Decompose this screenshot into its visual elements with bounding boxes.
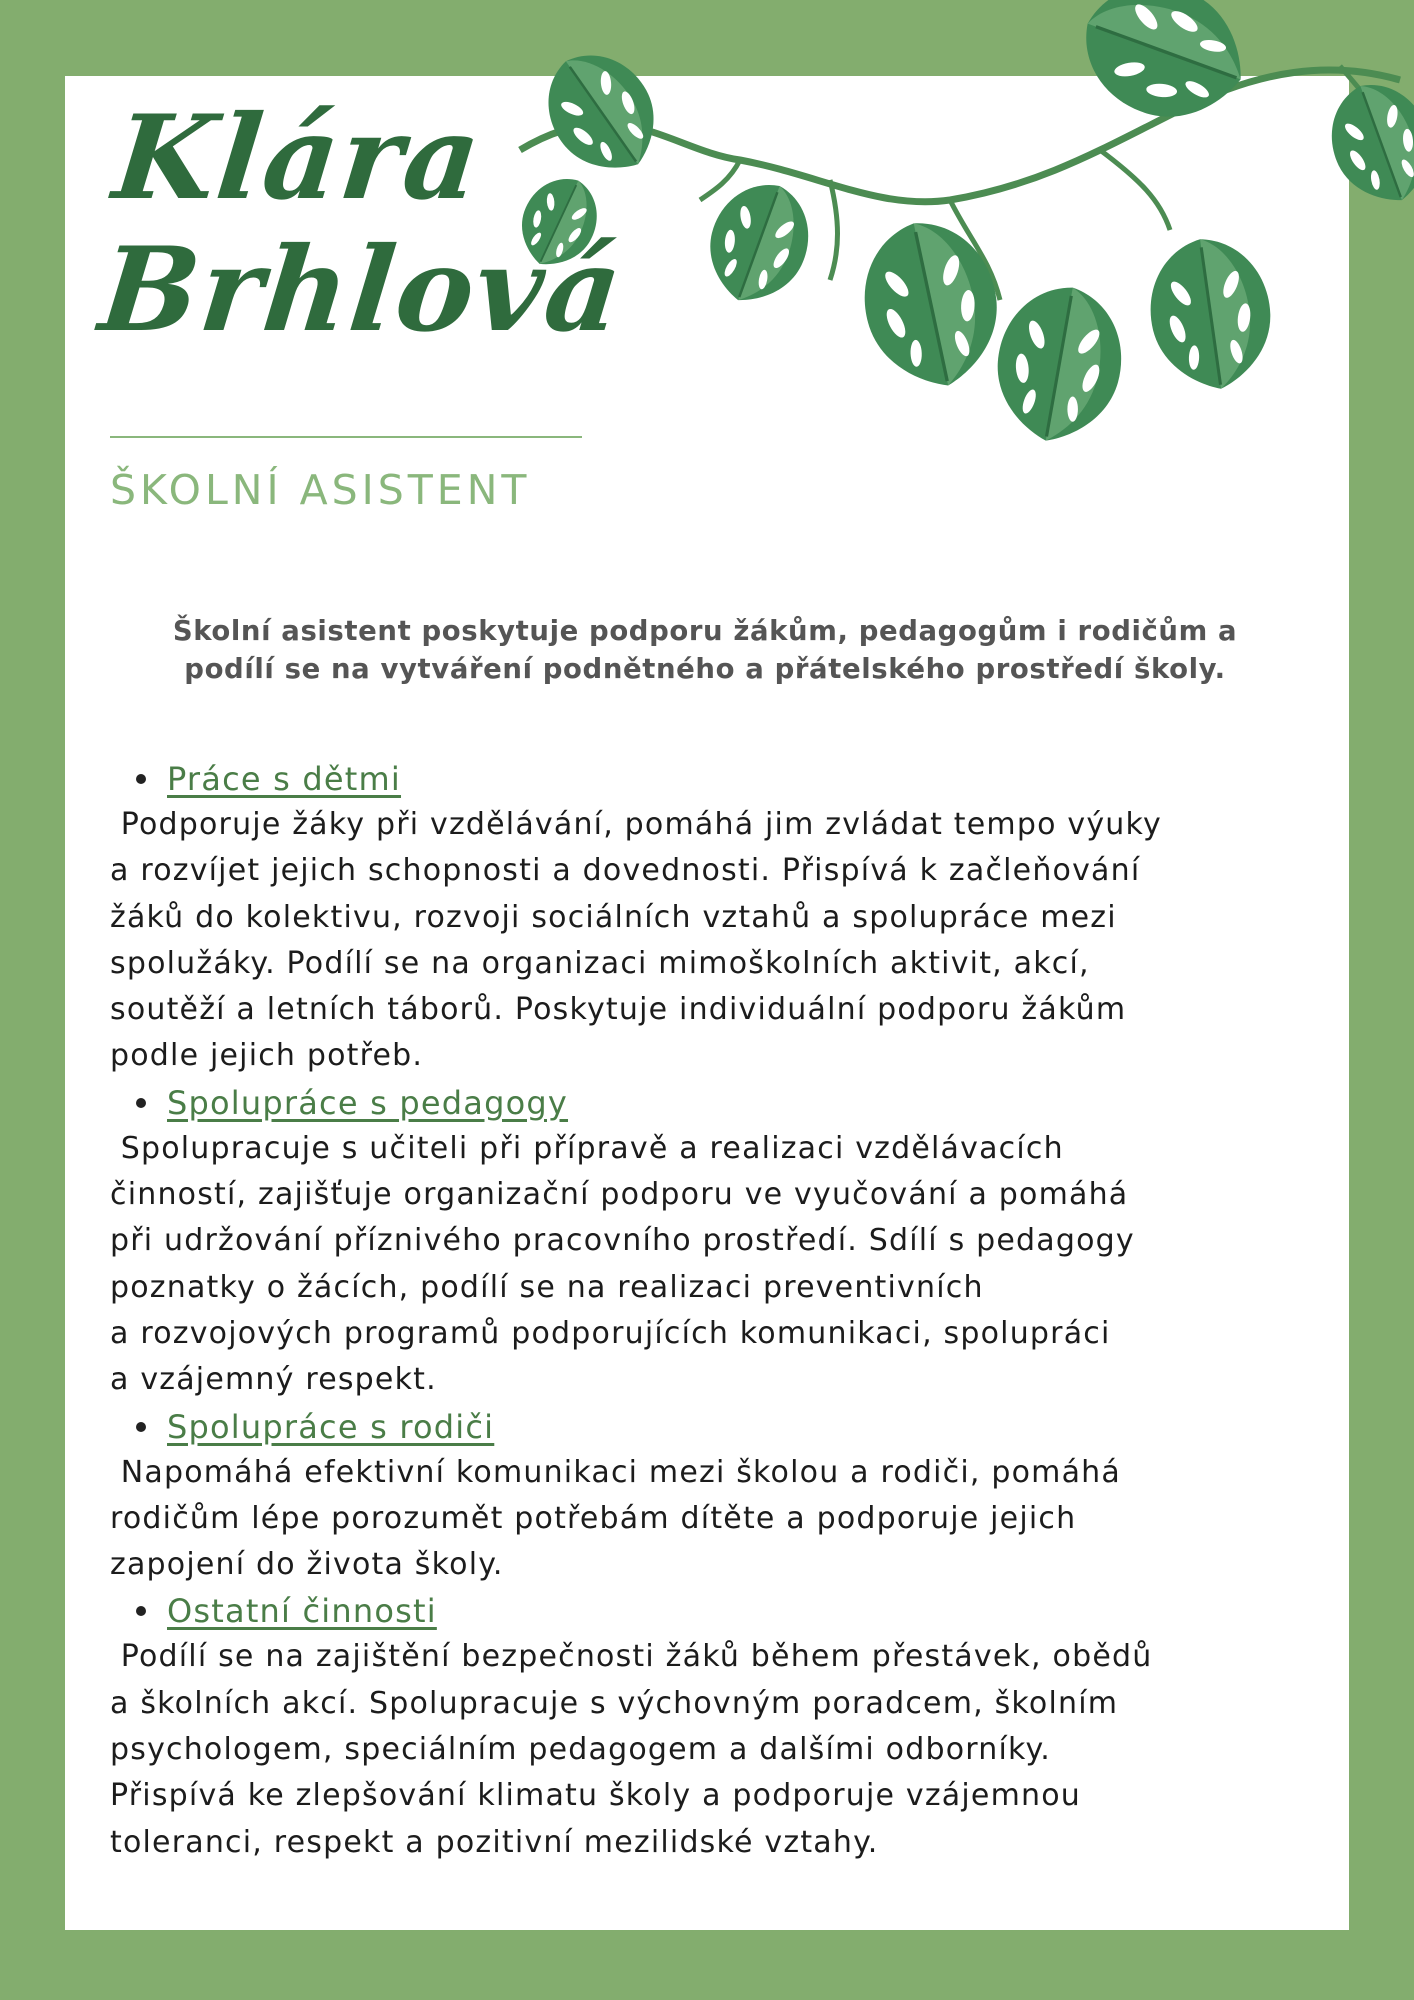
text-line: psychologem, speciálním pedagogem a dalšími odborníky. — [110, 1732, 1051, 1768]
section-link-ostatni-cinnosti[interactable]: Ostatní činnosti — [167, 1592, 437, 1631]
bullet-icon — [136, 1606, 146, 1616]
section-heading — [110, 1404, 1320, 1450]
text-line: podle jejich potřeb. — [110, 1038, 424, 1074]
monstera-vine-illustration — [500, 0, 1414, 470]
intro-paragraph — [110, 612, 1300, 688]
text-line: a rozvíjet jejich schopnosti a dovednosti. Přispívá k začleňování — [110, 853, 1141, 889]
section-heading — [110, 1588, 1320, 1634]
section-link-spoluprace-s-rodici[interactable]: Spolupráce s rodiči — [167, 1407, 495, 1446]
last-name: Brhlová — [93, 222, 630, 358]
section-heading — [110, 756, 1320, 802]
text-line: Přispívá ke zlepšování klimatu školy a podporuje vzájemnou — [110, 1778, 1081, 1814]
text-line: Spolupracuje s učiteli při přípravě a realizaci vzdělávacích — [110, 1130, 1064, 1166]
text-line: rodičům lépe porozumět potřebám dítěte a podporuje jejich — [110, 1500, 1077, 1536]
section-text — [110, 1450, 1320, 1589]
text-line: činností, zajišťuje organizační podporu ve vyučování a pomáhá — [110, 1177, 1129, 1213]
text-line: Podporuje žáky při vzdělávání, pomáhá jim zvládat tempo výuky — [110, 807, 1162, 842]
section-ostatni-cinnosti — [110, 1588, 1320, 1865]
text-line: soutěží a letních táborů. Poskytuje individuální podporu žákům — [110, 992, 1127, 1028]
section-spoluprace-s-pedagogy — [110, 1080, 1320, 1404]
text-line: a vzájemný respekt. — [110, 1362, 437, 1398]
text-line: a školních akcí. Spolupracuje s výchovným poradcem, školním — [110, 1685, 1119, 1721]
duties-list — [110, 756, 1320, 1866]
section-text — [110, 1634, 1320, 1865]
section-spoluprace-s-rodici — [110, 1404, 1320, 1589]
title-divider — [110, 436, 582, 438]
text-line: spolužáky. Podílí se na organizaci mimoškolních aktivit, akcí, — [110, 945, 1090, 981]
text-line: Podílí se na zajištění bezpečnosti žáků během přestávek, obědů — [110, 1639, 1153, 1675]
text-line: Napomáhá efektivní komunikaci mezi školou a rodiči, pomáhá — [110, 1454, 1121, 1490]
text-line: žáků do kolektivu, rozvoji sociálních vztahů a spolupráce mezi — [110, 899, 1117, 935]
text-line: zapojení do života školy. — [110, 1547, 504, 1583]
text-line: poznatky o žácích, podílí se na realizaci preventivních — [110, 1269, 984, 1305]
first-name: Klára — [107, 90, 489, 226]
section-prace-s-detmi — [110, 756, 1320, 1080]
intro-line: Školní asistent poskytuje podporu žákům, pedagogům i rodičům a — [172, 615, 1238, 647]
intro-line: podílí se na vytváření podnětného a přátelského prostředí školy. — [184, 653, 1226, 685]
section-heading — [110, 1080, 1320, 1126]
text-line: toleranci, respekt a pozitivní mezilidské vztahy. — [110, 1824, 879, 1860]
section-link-prace-s-detmi[interactable]: Práce s dětmi — [167, 760, 402, 798]
section-text — [110, 1126, 1320, 1404]
section-link-spoluprace-s-pedagogy[interactable]: Spolupráce s pedagogy — [167, 1083, 569, 1122]
job-title: ŠKOLNÍ ASISTENT — [110, 466, 531, 514]
section-text — [110, 802, 1320, 1080]
bullet-icon — [136, 1098, 146, 1108]
text-line: při udržování příznivého pracovního prostředí. Sdílí s pedagogy — [110, 1223, 1135, 1259]
bullet-icon — [136, 1422, 146, 1432]
person-name — [94, 92, 643, 356]
text-line: a rozvojových programů podporujících komunikaci, spolupráci — [110, 1315, 1111, 1351]
bullet-icon — [136, 774, 146, 784]
